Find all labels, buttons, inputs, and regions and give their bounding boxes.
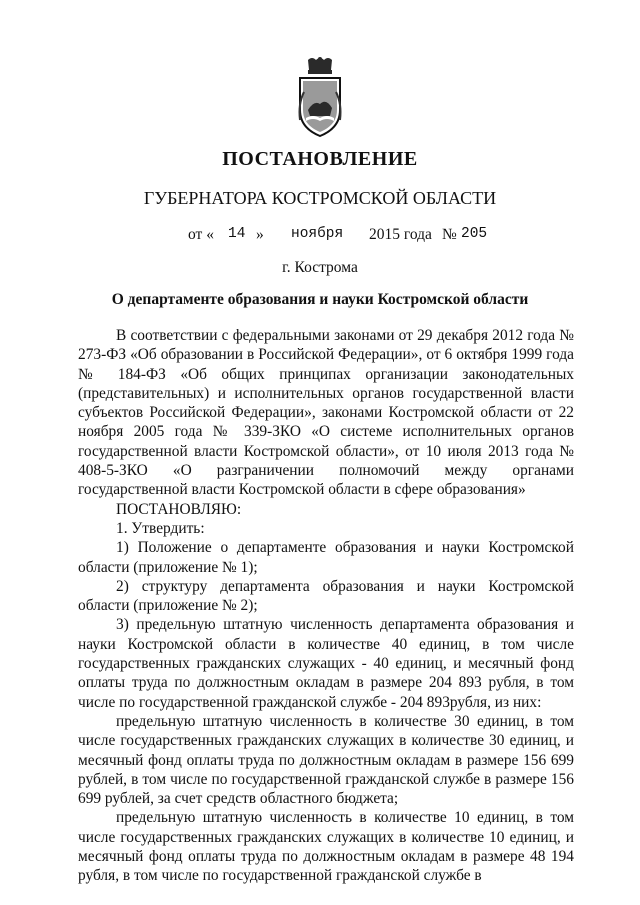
document-number: 205 [461,226,488,242]
issuer-name: ГУБЕРНАТОРА КОСТРОМСКОЙ ОБЛАСТИ [143,188,497,208]
preamble-paragraph: В соответствии с федеральными законами от 29 декабря 2012 года № 273-ФЗ «Об образовании в Российской Федерации», от 6 октября 1999 года № 184-ФЗ «Об общих принципах организации законодательных (представительных) и исполнительных органов государственной власти субъектов Российской Федерации», законами Костромской области от 22 ноября 2005 года № 339-ЗКО «О системе исполнительных органов государственной власти Костромской области», от 10 июля 2013 года № 408-5-ЗКО «О разграничении полномочий между органами государственной власти Костромской области в сфере образования» [78,327,574,499]
regional-budget-paragraph: предельную штатную численность в количестве 30 единиц, в том числе государственных гражданских служащих в количестве 30 единиц, и месячный фонд оплаты труда по должностным окладам в размере 156 699 рублей, в том числе по государственной гражданской службе в размере 156 699 рублей, за счет средств областного бюджета; [78,712,574,808]
date-close-quote: » [256,226,264,243]
document-body [78,326,574,886]
resolve-word: ПОСТАНОВЛЯЮ: [116,500,242,518]
document-title: ПОСТАНОВЛЕНИЕ [222,148,418,170]
date-prefix: от « [188,226,214,243]
date-month: ноября [291,226,344,242]
approve-clause: 1. Утвердить: [116,519,205,537]
item-3-paragraph: 3) предельную штатную численность департамента образования и науки Костромской области в количестве 40 единиц, в том числе государственных гражданских служащих - 40 единиц, и месячный фонд оплаты труда по должностным окладам в размере 204 893 рубля, в том числе по государственной гражданской службе - 204 893рубля, из них: [78,616,574,711]
item-2-paragraph: 2) структуру департамента образования и науки Костромской области (приложение № 2); [78,577,574,615]
second-staff-paragraph: предельную штатную численность в количестве 10 единиц, в том числе государственных гражданских служащих в количестве 10 единиц, и месячный фонд оплаты труда по должностным окладам в размере 48 194 рубля, в том числе по государственной гражданской службе в [78,809,574,885]
coat-of-arms-icon [294,56,346,138]
city: г. Кострома [282,259,358,276]
date-year: 2015 года [369,226,432,243]
date-day: 14 [228,226,246,242]
number-sign: № [442,226,457,243]
item-1-paragraph: 1) Положение о департаменте образования и науки Костромской области (приложение № 1); [78,539,574,576]
document-heading: О департаменте образования и науки Костромской области [111,291,529,308]
